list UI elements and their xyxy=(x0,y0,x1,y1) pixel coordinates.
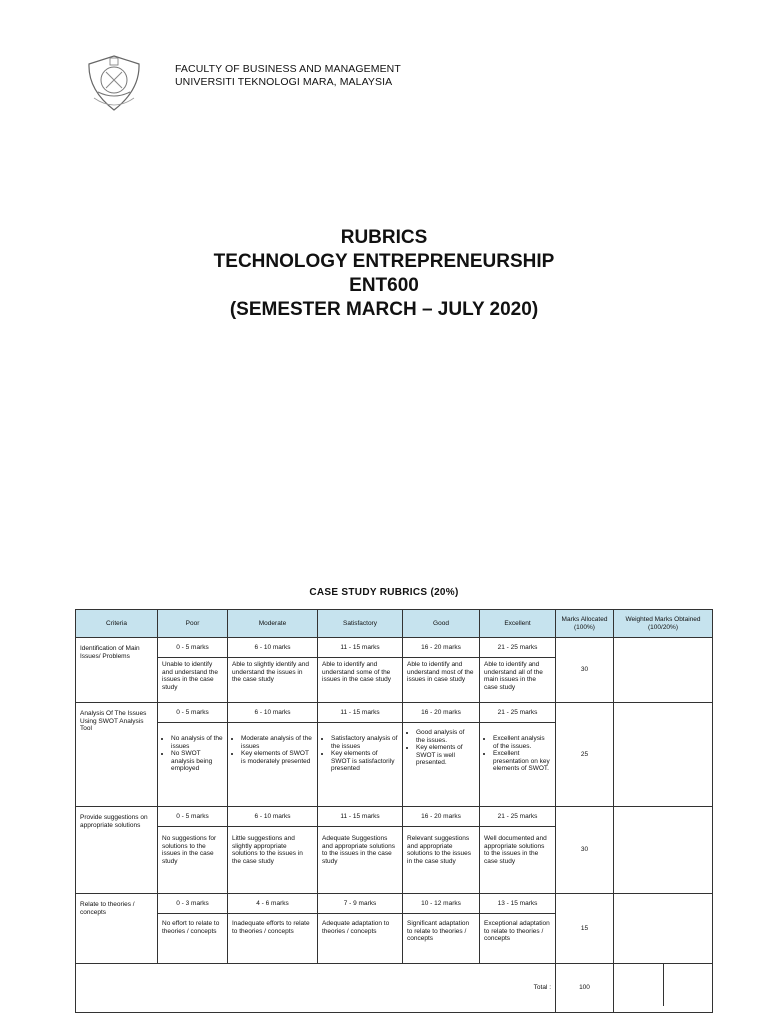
desc-excellent: Able to identify and understand all of the main issues in the case study xyxy=(480,658,556,703)
band-poor: 0 - 5 marks xyxy=(158,703,228,723)
marks-allocated-cell: 30 xyxy=(556,807,614,894)
desc-good xyxy=(403,723,480,807)
marks-allocated-cell: 15 xyxy=(556,894,614,964)
institution-block xyxy=(175,63,401,88)
desc-poor: No effort to relate to theories / concepts xyxy=(158,914,228,964)
header-excellent: Excellent xyxy=(480,610,556,638)
bullet-list xyxy=(407,729,475,767)
band-moderate: 6 - 10 marks xyxy=(228,807,318,827)
desc-poor xyxy=(158,723,228,807)
bullet-item: • Good analysis of the issues. xyxy=(416,729,475,744)
band-poor: 0 - 5 marks xyxy=(158,638,228,658)
document-title xyxy=(0,226,768,322)
criteria-cell: Analysis Of The Issues Using SWOT Analysis Tool xyxy=(76,703,158,807)
desc-poor: No suggestions for solutions to the issues in the case study xyxy=(158,827,228,894)
bullet-item: • No SWOT analysis being employed xyxy=(171,750,223,773)
criteria-cell: Relate to theories / concepts xyxy=(76,894,158,964)
band-satisfactory: 11 - 15 marks xyxy=(318,807,403,827)
bullet-item: • Excellent analysis of the issues. xyxy=(493,735,551,750)
header-moderate: Moderate xyxy=(228,610,318,638)
desc-moderate: Inadequate efforts to relate to theories / concepts xyxy=(228,914,318,964)
bullet-list xyxy=(232,735,313,765)
header-criteria: Criteria xyxy=(76,610,158,638)
band-good: 16 - 20 marks xyxy=(403,638,480,658)
desc-moderate xyxy=(228,723,318,807)
band-moderate: 6 - 10 marks xyxy=(228,703,318,723)
band-satisfactory: 7 - 9 marks xyxy=(318,894,403,914)
weighted-marks-cell xyxy=(614,703,713,807)
band-good: 10 - 12 marks xyxy=(403,894,480,914)
band-excellent: 21 - 25 marks xyxy=(480,703,556,723)
title-line-2: TECHNOLOGY ENTREPRENEURSHIP xyxy=(213,251,555,272)
bullet-item: • Moderate analysis of the issues xyxy=(241,735,313,750)
band-satisfactory: 11 - 15 marks xyxy=(318,638,403,658)
band-excellent: 21 - 25 marks xyxy=(480,807,556,827)
band-excellent: 13 - 15 marks xyxy=(480,894,556,914)
desc-good: Able to identify and understand most of the issues in case study xyxy=(403,658,480,703)
bullet-list xyxy=(322,735,398,773)
band-poor: 0 - 3 marks xyxy=(158,894,228,914)
criteria-cell: Provide suggestions on appropriate solutions xyxy=(76,807,158,894)
band-excellent: 21 - 25 marks xyxy=(480,638,556,658)
marks-allocated-cell: 25 xyxy=(556,703,614,807)
desc-satisfactory xyxy=(318,723,403,807)
header-satisfactory: Satisfactory xyxy=(318,610,403,638)
document-header xyxy=(84,52,414,112)
desc-good: Significant adaptation to relate to theories / concepts xyxy=(403,914,480,964)
total-label: Total : xyxy=(76,964,556,1013)
desc-good: Relevant suggestions and appropriate solutions to the issues in the case study xyxy=(403,827,480,894)
desc-poor: Unable to identify and understand the issues in the case study xyxy=(158,658,228,703)
total-row xyxy=(76,964,713,1013)
table-caption: CASE STUDY RUBRICS (20%) xyxy=(309,587,459,598)
table-row xyxy=(76,703,713,723)
band-moderate: 4 - 6 marks xyxy=(228,894,318,914)
title-line-1: RUBRICS xyxy=(340,227,428,248)
bullet-item: • Key elements of SWOT is well presented. xyxy=(416,744,475,767)
weighted-marks-cell xyxy=(614,638,713,703)
university-name: UNIVERSITI TEKNOLOGI MARA, MALAYSIA xyxy=(175,75,393,88)
bullet-item: • Key elements of SWOT is satisfactorily presented xyxy=(331,750,398,773)
criteria-cell: Identification of Main Issues/ Problems xyxy=(76,638,158,703)
desc-excellent: Well documented and appropriate solutions to the issues in the case study xyxy=(480,827,556,894)
total-weighted-cell xyxy=(614,964,713,1013)
desc-excellent: Exceptional adaptation to relate to theories / concepts xyxy=(480,914,556,964)
total-weighted-divider xyxy=(614,964,664,1006)
title-line-3: ENT600 xyxy=(349,275,419,296)
total-value: 100 xyxy=(556,964,614,1013)
header-marks-allocated: Marks Allocated (100%) xyxy=(556,610,614,638)
rubric-table xyxy=(75,609,713,1013)
desc-excellent xyxy=(480,723,556,807)
band-moderate: 6 - 10 marks xyxy=(228,638,318,658)
bullet-item: • Satisfactory analysis of the issues xyxy=(331,735,398,750)
bullet-item: • No analysis of the issues xyxy=(171,735,223,750)
marks-allocated-cell: 30 xyxy=(556,638,614,703)
weighted-marks-cell xyxy=(614,807,713,894)
bullet-list xyxy=(162,735,223,773)
weighted-marks-cell xyxy=(614,894,713,964)
desc-satisfactory: Adequate adaptation to theories / concepts xyxy=(318,914,403,964)
band-good: 16 - 20 marks xyxy=(403,807,480,827)
table-row xyxy=(76,638,713,658)
faculty-name: FACULTY OF BUSINESS AND MANAGEMENT xyxy=(175,63,401,75)
desc-satisfactory: Able to identify and understand some of the issues in the case study xyxy=(318,658,403,703)
university-crest-icon xyxy=(84,52,144,114)
bullet-item: • Key elements of SWOT is moderately presented xyxy=(241,750,313,765)
bullet-list xyxy=(484,735,551,773)
band-poor: 0 - 5 marks xyxy=(158,807,228,827)
desc-moderate: Able to slightly identify and understand the issues in the case study xyxy=(228,658,318,703)
title-line-4: (SEMESTER MARCH – JULY 2020) xyxy=(229,299,539,320)
header-weighted-marks: Weighted Marks Obtained (100/20%) xyxy=(614,610,713,638)
desc-satisfactory: Adequate Suggestions and appropriate solutions to the issues in the case study xyxy=(318,827,403,894)
header-good: Good xyxy=(403,610,480,638)
header-poor: Poor xyxy=(158,610,228,638)
bullet-item: • Excellent presentation on key elements of SWOT. xyxy=(493,750,551,773)
desc-moderate: Little suggestions and slightly appropriate solutions to the issues in the case study xyxy=(228,827,318,894)
table-row xyxy=(76,807,713,827)
band-good: 16 - 20 marks xyxy=(403,703,480,723)
table-row xyxy=(76,894,713,914)
band-satisfactory: 11 - 15 marks xyxy=(318,703,403,723)
table-header-row xyxy=(76,610,713,638)
